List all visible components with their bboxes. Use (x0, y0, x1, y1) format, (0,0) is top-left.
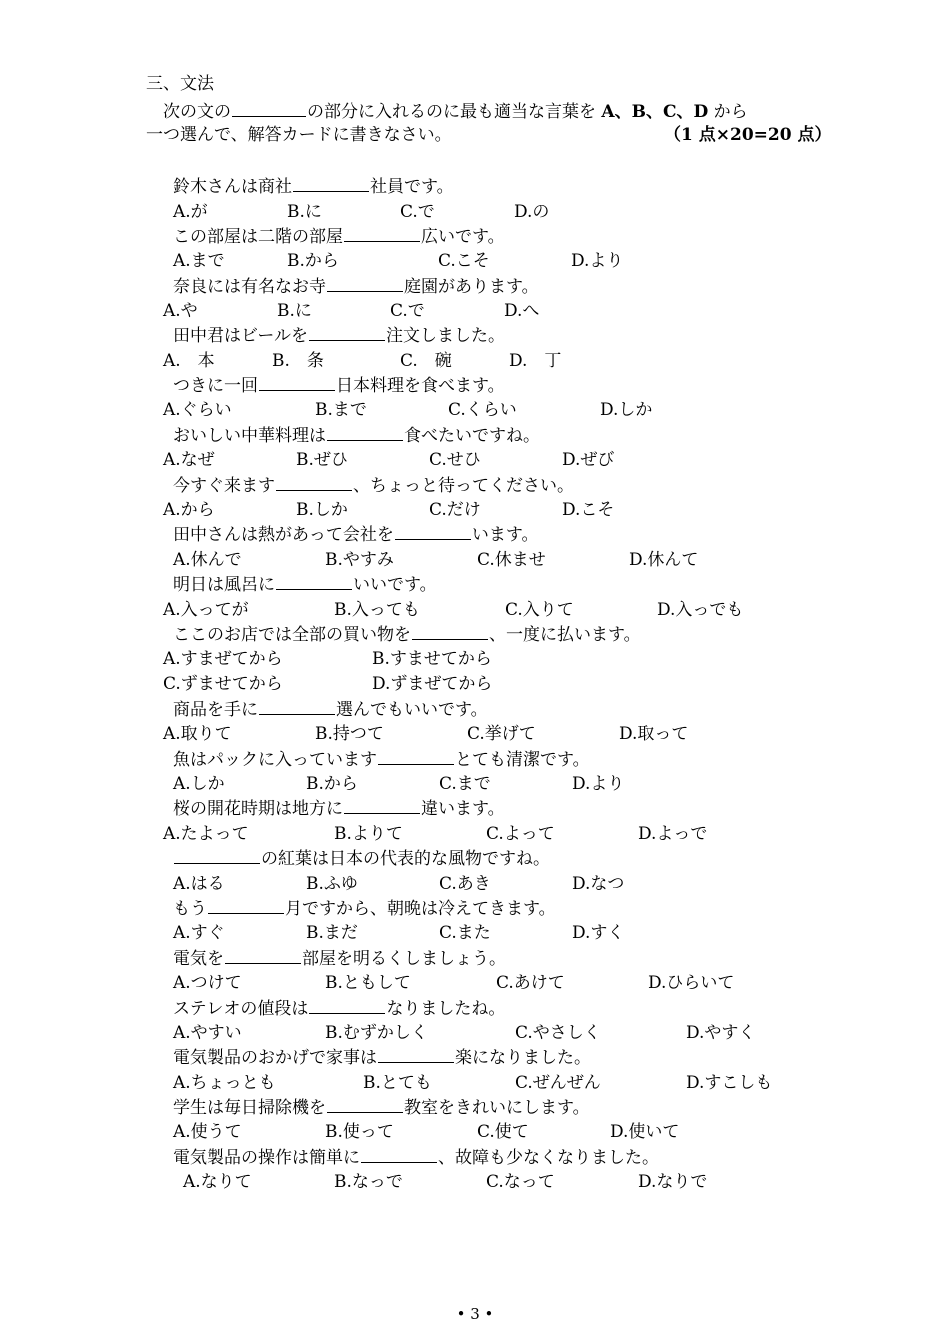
option-text: D.休んて (629, 550, 699, 570)
option-text: A.が (173, 202, 208, 222)
option-a (173, 249, 225, 274)
question-text-before: 奈良には有名なお寺 (173, 277, 326, 297)
option-b (372, 647, 492, 672)
option-d (638, 1170, 707, 1195)
question-text-before: ここのお店では全部の買い物を (173, 625, 411, 645)
question-text-after: 庭園があります。 (404, 277, 539, 297)
option-text: C.よって (486, 824, 555, 844)
answer-blank (293, 173, 369, 192)
option-a (173, 1120, 242, 1145)
question-text-before: この部屋は二階の部屋 (173, 227, 343, 247)
answer-blank (344, 795, 420, 814)
option-c (439, 921, 491, 946)
option-text: B.から (306, 774, 358, 794)
option-d (600, 398, 652, 423)
instruction-options: A、B、C、D (601, 102, 709, 122)
option-d (504, 299, 539, 324)
option-text: B.すませてから (372, 649, 492, 669)
option-c (467, 722, 536, 747)
instruction-text-3: から (708, 102, 748, 122)
option-text: A.使うて (173, 1122, 242, 1142)
option-b (306, 872, 358, 897)
option-d (514, 200, 549, 225)
answer-blank (276, 571, 352, 590)
question-text-before: 明日は風呂に (173, 575, 275, 595)
option-text: D.ぜび (562, 450, 615, 470)
option-text: D.なつ (572, 874, 625, 894)
question-text-after: 部屋を明るくしましょう。 (302, 949, 506, 969)
option-text: C.ずませてから (163, 674, 283, 694)
answer-blank (344, 223, 420, 242)
question-line-18 (173, 1044, 591, 1069)
option-a (163, 299, 198, 324)
section-title-text: 三、文法 (146, 74, 214, 94)
option-text: D.より (572, 774, 625, 794)
option-a (163, 349, 215, 374)
option-text: D.入っでも (657, 600, 744, 620)
question-text-before: おいしい中華料理は (173, 426, 326, 446)
option-text: A.まで (173, 251, 225, 271)
option-b (325, 971, 411, 996)
option-b (296, 448, 348, 473)
option-b (334, 598, 420, 623)
option-c (390, 299, 425, 324)
option-c (486, 822, 555, 847)
option-text: D.やすく (686, 1023, 756, 1043)
option-text: D.の (514, 202, 550, 222)
option-text: C.やさしく (515, 1023, 601, 1043)
option-c (486, 1170, 555, 1195)
option-text: B.ぜひ (296, 450, 348, 470)
option-a (163, 598, 249, 623)
option-text: C.休ませ (477, 550, 546, 570)
question-text-before: 田中さんは熱があって会社を (173, 525, 394, 545)
option-text: D.こそ (562, 500, 615, 520)
option-text: B.に (287, 202, 322, 222)
option-d (372, 672, 492, 697)
option-text: C.挙げて (467, 724, 536, 744)
option-text: A.休んで (173, 550, 242, 570)
option-text: B.よりて (334, 824, 403, 844)
option-d (629, 548, 698, 573)
option-text: B.まで (315, 400, 367, 420)
question-line-11 (173, 696, 488, 721)
question-text-after: います。 (471, 525, 539, 545)
option-b (272, 349, 324, 374)
option-d (572, 772, 624, 797)
question-text-before: もう (173, 899, 207, 919)
option-text: D.ずまぜてから (372, 674, 493, 694)
question-text-after: いいです。 (353, 575, 437, 595)
answer-blank (309, 995, 385, 1014)
option-text: B.むずかしく (325, 1023, 428, 1043)
instruction-line-1 (163, 98, 748, 123)
option-text: A.や (163, 301, 198, 321)
option-text: D.使いて (610, 1122, 680, 1142)
question-text-after: 、ちょっと待ってください。 (353, 476, 574, 496)
question-text-after: 食べたいですね。 (404, 426, 540, 446)
question-line-10 (173, 621, 641, 646)
option-text: B.とても (363, 1073, 432, 1093)
option-a (173, 548, 242, 573)
question-text-after: 広いです。 (421, 227, 505, 247)
question-line-15 (173, 895, 556, 920)
option-b (325, 548, 394, 573)
option-text: D.より (571, 251, 624, 271)
option-a (173, 921, 225, 946)
option-text: C.で (400, 202, 435, 222)
option-text: A.入ってが (163, 600, 249, 620)
option-text: A. 本 (163, 351, 215, 371)
question-text-before: 田中君はビールを (173, 326, 308, 346)
option-c (477, 1120, 529, 1145)
question-line-7 (173, 472, 574, 497)
instruction-blank (232, 98, 306, 117)
option-b (287, 200, 322, 225)
option-c (448, 398, 517, 423)
option-text: D.ひらいて (648, 973, 735, 993)
answer-blank (327, 422, 403, 441)
question-text-before: 魚はパックに入っています (173, 750, 377, 770)
option-text: D.よっで (638, 824, 708, 844)
option-text: D.すく (572, 923, 625, 943)
page-number-text: • 3 • (456, 1305, 494, 1323)
answer-blank (327, 1094, 403, 1113)
option-text: A.ちょっとも (173, 1073, 276, 1093)
option-text: D.取って (619, 724, 689, 744)
option-a (163, 448, 215, 473)
option-a (163, 822, 249, 847)
option-b (334, 822, 403, 847)
option-d (686, 1021, 755, 1046)
option-text: A.たよって (163, 824, 249, 844)
answer-blank (378, 746, 454, 765)
option-text: D.しか (600, 400, 653, 420)
question-text-before: 電気を (173, 949, 224, 969)
option-text: B.から (287, 251, 339, 271)
option-b (315, 722, 384, 747)
question-text-after: 社員です。 (370, 177, 454, 197)
option-c (515, 1071, 601, 1096)
option-c (439, 872, 491, 897)
question-text-before: 商品を手に (173, 700, 258, 720)
question-line-1 (173, 173, 454, 198)
answer-blank (259, 696, 335, 715)
answer-blank (174, 845, 260, 864)
answer-blank (309, 322, 385, 341)
question-text-after: 楽になりました。 (455, 1048, 591, 1068)
option-b (287, 249, 339, 274)
option-text: C. 碗 (400, 351, 452, 371)
option-text: C.せひ (429, 450, 481, 470)
question-line-3 (173, 273, 539, 298)
answer-blank (259, 372, 335, 391)
option-b (315, 398, 367, 423)
points-text: （1 点×20=20 点） (664, 125, 832, 145)
question-line-12 (173, 746, 590, 771)
answer-blank (361, 1144, 437, 1163)
answer-blank (412, 621, 488, 640)
option-text: C.入りて (505, 600, 574, 620)
option-c (163, 672, 283, 697)
option-text: C.くらい (448, 400, 517, 420)
option-c (438, 249, 490, 274)
option-text: D.すこしも (686, 1073, 773, 1093)
question-text-after: 、一度に払います。 (489, 625, 641, 645)
question-text-after: 教室をきれいにします。 (404, 1098, 590, 1118)
option-text: C.使て (477, 1122, 529, 1142)
option-d (571, 249, 623, 274)
option-text: A.なぜ (163, 450, 215, 470)
option-text: B.使って (325, 1122, 394, 1142)
option-a (173, 772, 225, 797)
option-text: C.ぜんぜん (515, 1073, 601, 1093)
option-c (429, 448, 481, 473)
question-line-2 (173, 223, 505, 248)
option-b (296, 498, 348, 523)
instruction-text-line2: 一つ選んで、解答カードに書きなさい。 (146, 125, 452, 145)
option-text: A.はる (173, 874, 225, 894)
question-text-after: 注文しました。 (385, 326, 505, 346)
option-text: B. 条 (272, 351, 324, 371)
option-text: B.なっで (334, 1172, 403, 1192)
option-b (334, 1170, 403, 1195)
answer-blank (395, 521, 471, 540)
question-text-after: 違います。 (421, 799, 505, 819)
option-text: A.取りて (163, 724, 232, 744)
question-text-before: 桜の開花時期は地方に (173, 799, 343, 819)
answer-blank (327, 273, 403, 292)
option-c (496, 971, 565, 996)
question-text-before: 鈴木さんは商社 (173, 177, 292, 197)
option-a (163, 398, 232, 423)
option-text: C.で (390, 301, 425, 321)
option-text: B.ふゆ (306, 874, 358, 894)
option-c (439, 772, 491, 797)
option-d (572, 921, 624, 946)
answer-blank (225, 945, 301, 964)
option-text: D. 丁 (509, 351, 562, 371)
question-line-4 (173, 322, 505, 347)
answer-blank (276, 472, 352, 491)
option-a (173, 1021, 242, 1046)
question-text-after: 選んでもいいです。 (336, 700, 488, 720)
question-text-after: なりましたね。 (386, 999, 506, 1019)
option-text: C.こそ (438, 251, 490, 271)
option-b (306, 921, 358, 946)
question-line-6 (173, 422, 540, 447)
instruction-line-2 (146, 123, 452, 148)
answer-blank (378, 1044, 454, 1063)
option-c (429, 498, 481, 523)
question-line-19 (173, 1094, 590, 1119)
option-c (515, 1021, 601, 1046)
section-title (146, 72, 214, 97)
question-text-after: 、故障も少なくなりました。 (438, 1148, 659, 1168)
option-a (173, 1071, 276, 1096)
option-text: C.まで (439, 774, 491, 794)
option-text: C.あき (439, 874, 491, 894)
instruction-text-1: 次の文の (163, 102, 231, 122)
option-d (638, 822, 707, 847)
option-text: C.なって (486, 1172, 555, 1192)
option-text: B.入っても (334, 600, 420, 620)
option-d (657, 598, 743, 623)
option-a (163, 498, 215, 523)
option-text: B.持つて (315, 724, 384, 744)
question-text-before: 今すぐ来ます (173, 476, 275, 496)
question-text-after: の紅葉は日本の代表的な風物ですね。 (261, 849, 550, 869)
option-a (183, 1170, 252, 1195)
question-line-20 (173, 1144, 659, 1169)
option-d (648, 971, 734, 996)
question-text-before: ステレオの値段は (173, 999, 309, 1019)
question-text-before: 電気製品の操作は簡単に (173, 1148, 360, 1168)
question-line-8 (173, 521, 538, 546)
option-text: D.なりで (638, 1172, 708, 1192)
question-text-before: 学生は毎日掃除機を (173, 1098, 326, 1118)
question-text-before: 電気製品のおかげで家事は (173, 1048, 377, 1068)
option-a (173, 200, 208, 225)
option-c (505, 598, 574, 623)
option-d (509, 349, 561, 374)
question-line-13 (173, 795, 505, 820)
question-text-after: 日本料理を食べます。 (336, 376, 505, 396)
question-line-17 (173, 995, 505, 1020)
option-b (363, 1071, 432, 1096)
option-c (400, 349, 452, 374)
option-text: C.あけて (496, 973, 565, 993)
option-text: C.また (439, 923, 491, 943)
question-text-before: つきに一回 (173, 376, 258, 396)
option-text: B.やすみ (325, 550, 394, 570)
option-text: C.だけ (429, 500, 481, 520)
option-text: A.なりて (183, 1172, 252, 1192)
option-d (619, 722, 688, 747)
page-number (0, 1305, 950, 1323)
option-text: A.すまぜてから (163, 649, 283, 669)
question-text-after: とても清潔です。 (455, 750, 590, 770)
option-text: A.やすい (173, 1023, 242, 1043)
option-text: A.すぐ (173, 923, 225, 943)
option-text: A.から (163, 500, 215, 520)
question-line-5 (173, 372, 505, 397)
question-line-14 (173, 845, 550, 870)
option-text: A.しか (173, 774, 225, 794)
question-line-9 (173, 571, 437, 596)
option-d (562, 498, 614, 523)
option-text: A.ぐらい (163, 400, 232, 420)
option-d (562, 448, 614, 473)
option-text: A.つけて (173, 973, 242, 993)
option-d (572, 872, 624, 897)
option-b (325, 1021, 428, 1046)
question-line-16 (173, 945, 506, 970)
option-text: B.しか (296, 500, 348, 520)
option-c (400, 200, 435, 225)
points-note (664, 123, 831, 148)
option-d (610, 1120, 679, 1145)
option-b (277, 299, 312, 324)
question-text-after: 月ですから、朝晩は冷えてきます。 (285, 899, 556, 919)
option-b (325, 1120, 394, 1145)
option-b (306, 772, 358, 797)
option-text: B.まだ (306, 923, 358, 943)
option-a (173, 872, 225, 897)
instruction-text-2: の部分に入れるのに最も適当な言葉を (307, 102, 602, 122)
option-a (163, 722, 232, 747)
option-d (686, 1071, 772, 1096)
answer-blank (208, 895, 284, 914)
option-text: D.へ (504, 301, 540, 321)
option-a (173, 971, 242, 996)
option-a (163, 647, 283, 672)
option-text: B.に (277, 301, 312, 321)
option-text: B.ともして (325, 973, 411, 993)
option-c (477, 548, 546, 573)
